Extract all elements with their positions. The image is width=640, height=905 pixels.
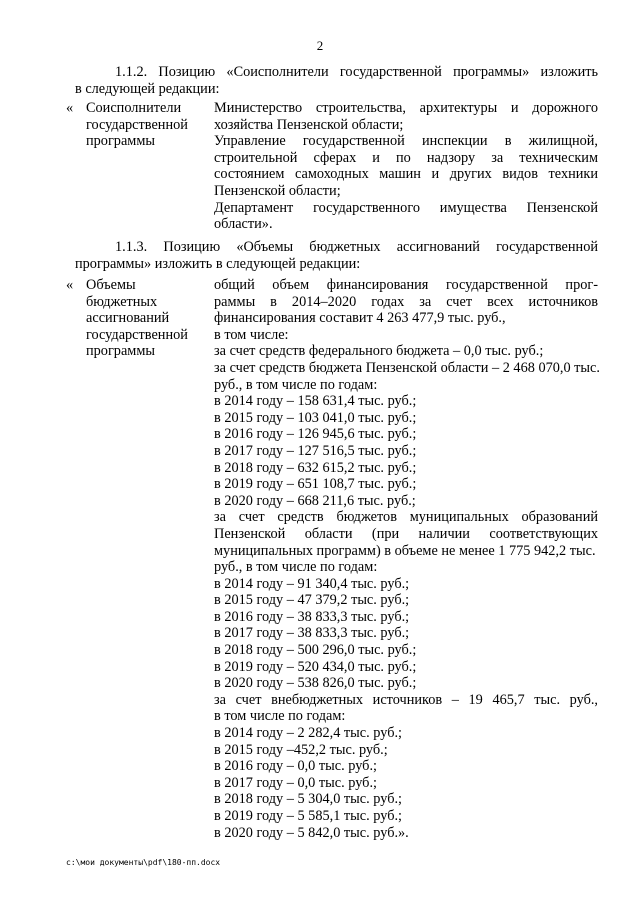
section-113-content xyxy=(214,277,598,841)
section-113-content-line: Пензенской области (при наличии соответствующих xyxy=(214,525,598,542)
section-113-content-line: в 2019 году – 651 108,7 тыс. руб.; xyxy=(214,476,417,493)
section-113-content-line: в 2014 году – 91 340,4 тыс. руб.; xyxy=(214,575,410,592)
section-113-label-line: ассигнований xyxy=(86,310,170,327)
section-112-content-line: хозяйства Пензенской области; xyxy=(214,116,404,133)
section-112-label-line: программы xyxy=(86,133,156,150)
section-112-intro xyxy=(75,64,598,97)
section-113-content-line: в 2017 году – 0,0 тыс. руб.; xyxy=(214,774,377,791)
section-113-content-line: в 2020 году – 668 211,6 тыс. руб.; xyxy=(214,492,416,509)
section-112-quote-mark: « xyxy=(66,100,74,116)
section-113-content-line: финансирования составит 4 263 477,9 тыс. руб., xyxy=(214,310,506,327)
section-113-content-line: муниципальных программ) в объеме не менее 1 775 942,2 тыс. xyxy=(214,542,596,559)
section-113-content-line: в том числе по годам: xyxy=(214,708,346,725)
section-112-label-line: Соисполнители xyxy=(86,100,182,116)
section-112-content-line: области». xyxy=(214,216,273,233)
section-113-intro-line2: программы» изложить в следующей редакции: xyxy=(75,255,361,272)
section-113-content-line: в 2014 году – 158 631,4 тыс. руб.; xyxy=(214,393,417,410)
section-113-label-line: бюджетных xyxy=(86,293,158,310)
section-113-content-line: в 2019 году – 5 585,1 тыс. руб.; xyxy=(214,808,403,824)
section-113-content-line: в том числе: xyxy=(214,326,289,343)
footer-file-path: c:\мои документы\pdf\180-пп.docx xyxy=(66,858,221,867)
section-112-label-lines xyxy=(86,100,208,150)
section-113-content-line: в 2020 году – 5 842,0 тыс. руб.». xyxy=(214,824,409,841)
section-113-content-line: руб., в том числе по годам: xyxy=(214,376,378,393)
section-112-intro-line1: 1.1.2. Позицию «Соисполнители государственной программы» изложить xyxy=(115,64,598,80)
section-113-intro xyxy=(75,239,598,272)
section-112-content-line: Пензенской области; xyxy=(214,182,341,199)
section-113-content-line: за счет средств бюджетов муниципальных образований xyxy=(214,509,598,526)
section-113-content-line: в 2015 году – 47 379,2 тыс. руб.; xyxy=(214,592,410,609)
section-113-label-lines xyxy=(86,277,208,360)
section-113-content-line: общий объем финансирования государственной прог- xyxy=(214,277,598,293)
section-112-content-line: строительной сферах и по надзору за техническим xyxy=(214,149,598,166)
section-113-content-line: в 2015 году –452,2 тыс. руб.; xyxy=(214,741,388,758)
section-112-content xyxy=(214,100,598,233)
section-113-content-line: раммы в 2014–2020 годах за счет всех источников xyxy=(214,293,598,310)
section-113-content-line: в 2017 году – 127 516,5 тыс. руб.; xyxy=(214,442,417,459)
section-113-content-line: в 2016 году – 126 945,6 тыс. руб.; xyxy=(214,426,417,443)
section-112-content-line: состоянием самоходных машин и других видов техники xyxy=(214,166,598,183)
section-112-intro-line2: в следующей редакции: xyxy=(75,80,220,97)
section-113-quote-mark: « xyxy=(66,277,74,293)
section-113-content-line: за счет средств федерального бюджета – 0,0 тыс. руб.; xyxy=(214,343,544,360)
section-113-content-line: в 2014 году – 2 282,4 тыс. руб.; xyxy=(214,725,403,742)
section-112-content-line: Управление государственной инспекции в жилищной, xyxy=(214,133,598,150)
section-113-content-line: в 2020 году – 538 826,0 тыс. руб.; xyxy=(214,675,417,692)
section-113-intro-line1: 1.1.3. Позицию «Объемы бюджетных ассигнований государственной xyxy=(115,239,598,255)
section-113-label-line: Объемы xyxy=(86,277,136,293)
section-113-content-line: за счет внебюджетных источников – 19 465,7 тыс. руб., xyxy=(214,691,598,708)
section-113-content-line: в 2018 году – 632 615,2 тыс. руб.; xyxy=(214,459,417,476)
section-113-content-line: в 2018 году – 500 296,0 тыс. руб.; xyxy=(214,642,417,659)
section-112-label-line: государственной xyxy=(86,116,188,133)
section-113-content-line: в 2016 году – 0,0 тыс. руб.; xyxy=(214,758,377,775)
section-113-content-line: в 2018 году – 5 304,0 тыс. руб.; xyxy=(214,791,403,808)
section-113-label-line: государственной xyxy=(86,326,188,343)
page-number: 2 xyxy=(316,38,324,53)
section-113-content-line: в 2019 году – 520 434,0 тыс. руб.; xyxy=(214,658,417,675)
section-113-content-line: в 2015 году – 103 041,0 тыс. руб.; xyxy=(214,409,417,426)
section-113-content-line: руб., в том числе по годам: xyxy=(214,559,378,576)
section-112-content-line: Министерство строительства, архитектуры и дорожного xyxy=(214,100,598,116)
section-113-content-line: в 2016 году – 38 833,3 тыс. руб.; xyxy=(214,608,410,625)
section-113-label-line: программы xyxy=(86,343,156,360)
section-113-content-line: за счет средств бюджета Пензенской области – 2 468 070,0 тыс. xyxy=(214,359,600,376)
section-112-content-line: Департамент государственного имущества Пензенской xyxy=(214,199,598,216)
section-113-content-line: в 2017 году – 38 833,3 тыс. руб.; xyxy=(214,625,410,642)
